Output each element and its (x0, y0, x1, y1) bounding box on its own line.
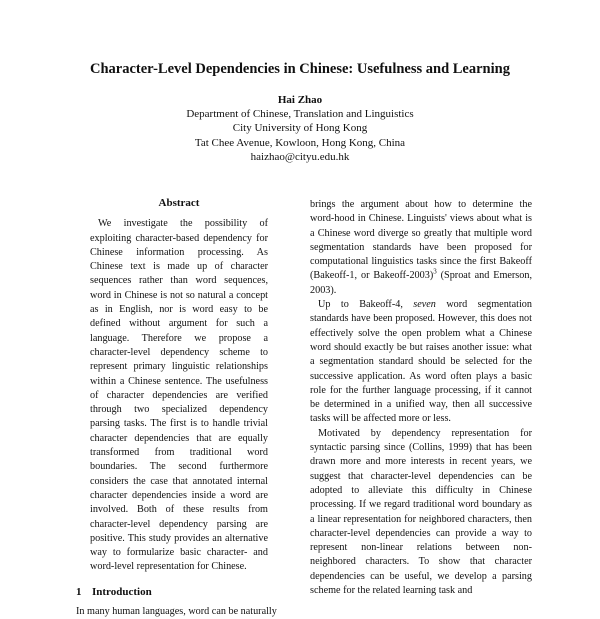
author-block (0, 93, 600, 164)
body-paragraph (310, 298, 532, 427)
author-email: haizhao@cityu.edu.hk (250, 150, 350, 163)
abstract-heading: Abstract (158, 197, 200, 209)
body-text: Up to Bakeoff-4, (318, 299, 414, 311)
abstract-body (76, 217, 282, 574)
affiliation-line: Tat Chee Avenue, Kowloon, Hong Kong, China (194, 136, 406, 149)
section-number: 1 (76, 585, 82, 598)
section-heading-introduction (76, 585, 282, 599)
author-name: Hai Zhao (277, 94, 323, 106)
body-text: word segmentation standards have been proposed. However, this does not effectively solve the open problem what a Chinese word should exactly be but raises another issue: what a segmentation standard should be selected for the successive application. As word often plays a basic role for the further language processing, if it cannot be determined in a unified way, then all successive tasks will be affected more or less. (310, 299, 532, 425)
paper-title: Character-Level Dependencies in Chinese: Usefulness and Learning (90, 61, 510, 77)
section-title: Introduction (92, 585, 152, 598)
right-column (310, 198, 532, 598)
emphasis-text: seven (413, 299, 436, 311)
intro-first-line: In many human languages, word can be naturally (76, 606, 277, 618)
body-paragraph (310, 198, 532, 298)
body-text: brings the argument about how to determine the word-hood in Chinese. Linguists' views about what is a Chinese word diverge so greatly that multiple word segmentation standards have been proposed for computational linguistics tasks since the first Bakeoff (Bakeoff-1, or Bakeoff-2003) (310, 199, 532, 282)
body-text: (Sproat and Emerson, 2003). (310, 270, 533, 296)
footnote-marker: 3 (433, 268, 437, 277)
body-paragraph: Motivated by dependency representation for syntactic parsing since (Collins, 1999) that has been drawn more and more interests in recent years, we suggest that character-level dependencies can be adopted to alleviate this difficulty in Chinese processing. If we regard traditional word boundary as a linear representation for neighbored characters, then character-level dependencies can provide a way to represent non-linear relations between non-neighbored characters. To show that character dependencies can be useful, we develop a parsing scheme for the related learning task and (310, 427, 532, 597)
affiliation-line: City University of Hong Kong (232, 122, 368, 135)
affiliation-line: Department of Chinese, Translation and Linguistics (186, 108, 414, 121)
left-column (76, 196, 282, 619)
abstract-text: We investigate the possibility of exploiting character-based dependency for Chinese information processing. As Chinese text is made up of character sequences rather than word sequences, word in Chinese is not so natural a concept as in English, nor is word easy to be defined without argument for such a language. Therefore we propose a character-level dependency scheme to represent primary linguistic relationships within a Chinese sentence. The usefulness of character dependencies are verified through two specialized dependency parsing tasks. The first is to handle trivial character dependencies that are equally transformed from traditional word boundaries. The second furthermore considers the case that annotated internal character dependencies inside a word are involved. Both of these results from character-level dependency parsing are positive. This study provides an alternative way to formularize basic character- and word-level representation for Chinese. (90, 218, 268, 573)
